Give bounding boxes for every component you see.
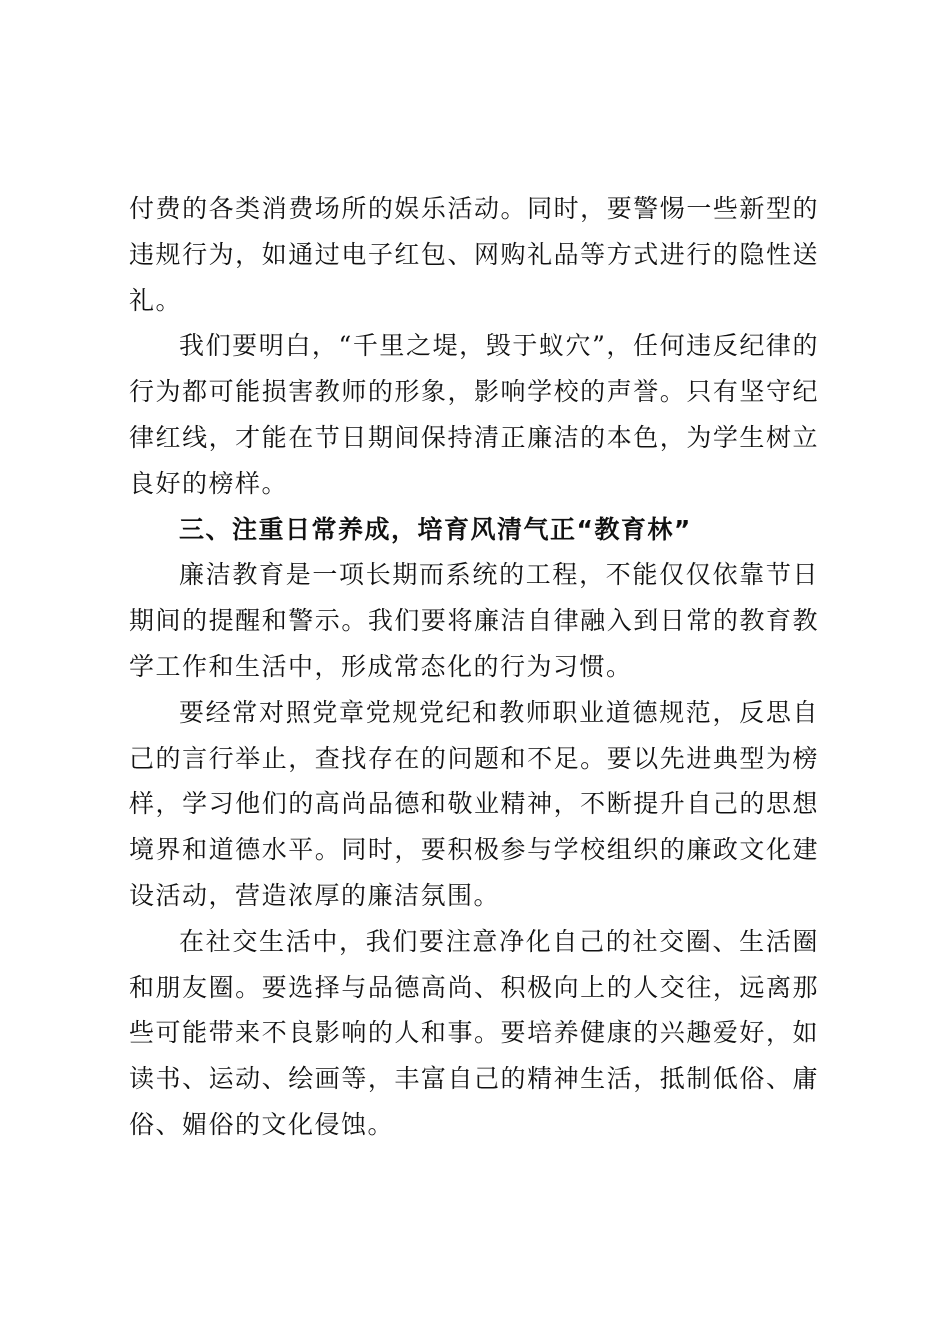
paragraph-continued: 付费的各类消费场所的娱乐活动。同时，要警惕一些新型的违规行为，如通过电子红包、网购礼品等方式进行的隐性送礼。 [129,194,819,315]
paragraph-body: 廉洁教育是一项长期而系统的工程，不能仅仅依靠节日期间的提醒和警示。我们要将廉洁自律融入到日常的教育教学工作和生活中，形成常态化的行为习惯。 [129,560,819,681]
document-body [129,186,819,1148]
paragraph-body: 要经常对照党章党规党纪和教师职业道德规范，反思自己的言行举止，查找存在的问题和不足。要以先进典型为榜样，学习他们的高尚品德和敬业精神，不断提升自己的思想境界和道德水平。同时，要积极参与学校组织的廉政文化建设活动，营造浓厚的廉洁氛围。 [129,697,819,910]
paragraph-body: 在社交生活中，我们要注意净化自己的社交圈、生活圈和朋友圈。要选择与品德高尚、积极向上的人交往，远离那些可能带来不良影响的人和事。要培养健康的兴趣爱好，如读书、运动、绘画等，丰富自己的精神生活，抵制低俗、庸俗、媚俗的文化侵蚀。 [129,926,819,1139]
paragraph-body: 我们要明白，“千里之堤，毁于蚁穴”，任何违反纪律的行为都可能损害教师的形象，影响学校的声誉。只有坚守纪律红线，才能在节日期间保持清正廉洁的本色，为学生树立良好的榜样。 [129,331,819,498]
section-heading: 三、注重日常养成，培育风清气正“教育林” [179,514,692,544]
